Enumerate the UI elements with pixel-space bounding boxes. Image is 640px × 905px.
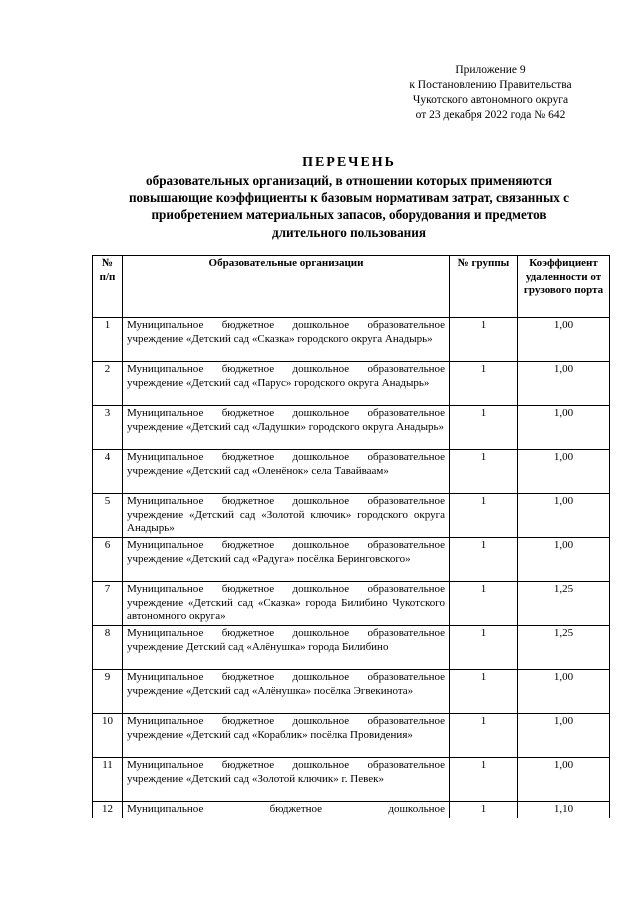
- row-organization: Муниципальное бюджетное дошкольное образовательное учреждение «Детский сад «Сказка» города Билибино Чукотского автономного округа»: [123, 582, 450, 626]
- heading-line-3: приобретением материальных запасов, оборудования и предметов: [151, 207, 547, 223]
- table-row: [93, 670, 610, 714]
- row-organization: Муниципальное бюджетное дошкольное образовательное учреждение «Детский сад «Кораблик» посёлка Провидения»: [123, 714, 450, 758]
- row-group: 1: [450, 538, 518, 582]
- row-group: 1: [450, 626, 518, 670]
- row-group: 1: [450, 362, 518, 406]
- row-coefficient: 1,00: [518, 318, 610, 362]
- row-group: 1: [450, 450, 518, 494]
- row-num: 4: [93, 450, 123, 494]
- row-num: 5: [93, 494, 123, 538]
- row-organization: Муниципальное бюджетное дошкольное образовательное учреждение «Детский сад «Сказка» городского округа Анадырь»: [123, 318, 450, 362]
- heading-line-1: образовательных организаций, в отношении которых применяются: [146, 173, 552, 188]
- appendix-region: Чукотского автономного округа: [412, 94, 569, 106]
- heading-line-4: длительного пользования: [271, 224, 427, 240]
- row-organization: Муниципальное бюджетное дошкольное: [123, 802, 450, 818]
- table-row: [93, 714, 610, 758]
- table-row: [93, 406, 610, 450]
- document-title: ПЕРЕЧЕНЬ: [302, 155, 396, 170]
- table-row: [93, 538, 610, 582]
- appendix-date: от 23 декабря 2022 года № 642: [415, 109, 566, 121]
- row-coefficient: 1,10: [518, 802, 610, 818]
- row-coefficient: 1,00: [518, 362, 610, 406]
- row-num: 12: [93, 802, 123, 818]
- table-row: [93, 450, 610, 494]
- row-group: 1: [450, 494, 518, 538]
- row-organization: Муниципальное бюджетное дошкольное образовательное учреждение Детский сад «Алёнушка» города Билибино: [123, 626, 450, 670]
- table-header-row: [93, 256, 610, 318]
- appendix-decree: к Постановлению Правительства: [409, 79, 572, 91]
- row-num: 3: [93, 406, 123, 450]
- row-group: 1: [450, 758, 518, 802]
- row-organization: Муниципальное бюджетное дошкольное образовательное учреждение «Детский сад «Золотой ключик» городского округа Анадырь»: [123, 494, 450, 538]
- row-group: 1: [450, 802, 518, 818]
- row-num: 8: [93, 626, 123, 670]
- row-coefficient: 1,00: [518, 538, 610, 582]
- row-num: 6: [93, 538, 123, 582]
- header-organizations: Образовательные организации: [123, 256, 450, 318]
- row-group: 1: [450, 670, 518, 714]
- row-group: 1: [450, 582, 518, 626]
- row-organization: Муниципальное бюджетное дошкольное образовательное учреждение «Детский сад «Алёнушка» посёлка Эгвекинота»: [123, 670, 450, 714]
- header-group: № группы: [450, 256, 518, 318]
- row-group: 1: [450, 318, 518, 362]
- table-row: [93, 802, 610, 818]
- document-heading: [84, 154, 614, 241]
- row-coefficient: 1,25: [518, 626, 610, 670]
- row-num: 10: [93, 714, 123, 758]
- table-row: [93, 582, 610, 626]
- row-organization: Муниципальное бюджетное дошкольное образовательное учреждение «Детский сад «Золотой ключик» г. Певек»: [123, 758, 450, 802]
- row-coefficient: 1,00: [518, 406, 610, 450]
- row-organization: Муниципальное бюджетное дошкольное образовательное учреждение «Детский сад «Парус» городского округа Анадырь»: [123, 362, 450, 406]
- row-num: 9: [93, 670, 123, 714]
- heading-line-2: повышающие коэффициенты к базовым нормативам затрат, связанных с: [128, 190, 570, 206]
- row-coefficient: 1,00: [518, 494, 610, 538]
- appendix-number: Приложение 9: [455, 64, 526, 76]
- header-coefficient: Коэффициент удаленности от грузового порта: [518, 256, 610, 318]
- organizations-table: [92, 255, 610, 818]
- row-group: 1: [450, 714, 518, 758]
- table-row: [93, 758, 610, 802]
- row-group: 1: [450, 406, 518, 450]
- header-num: № п/п: [93, 256, 123, 318]
- table-row: [93, 626, 610, 670]
- row-coefficient: 1,25: [518, 582, 610, 626]
- row-num: 7: [93, 582, 123, 626]
- row-organization: Муниципальное бюджетное дошкольное образовательное учреждение «Детский сад «Оленёнок» села Тавайваам»: [123, 450, 450, 494]
- row-organization: Муниципальное бюджетное дошкольное образовательное учреждение «Детский сад «Ладушки» городского округа Анадырь»: [123, 406, 450, 450]
- row-coefficient: 1,00: [518, 758, 610, 802]
- table-row: [93, 494, 610, 538]
- row-coefficient: 1,00: [518, 670, 610, 714]
- row-num: 11: [93, 758, 123, 802]
- row-coefficient: 1,00: [518, 450, 610, 494]
- row-coefficient: 1,00: [518, 714, 610, 758]
- row-num: 1: [93, 318, 123, 362]
- table-row: [93, 318, 610, 362]
- appendix-block: [388, 63, 593, 123]
- row-num: 2: [93, 362, 123, 406]
- row-organization: Муниципальное бюджетное дошкольное образовательное учреждение «Детский сад «Радуга» посёлка Беринговского»: [123, 538, 450, 582]
- table-row: [93, 362, 610, 406]
